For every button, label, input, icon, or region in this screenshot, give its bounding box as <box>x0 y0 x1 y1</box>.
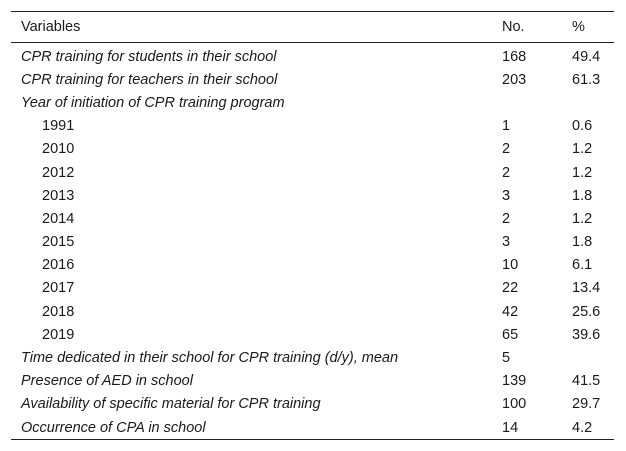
row-pct: 13.4 <box>572 280 601 297</box>
row-no: 42 <box>502 303 519 320</box>
header-pct: % <box>572 12 614 43</box>
row-pct <box>572 91 614 114</box>
row-pct: 1.8 <box>572 234 593 251</box>
table-row <box>11 370 614 393</box>
table-row <box>11 43 614 69</box>
row-pct: 4.2 <box>572 419 593 436</box>
row-pct: 49.4 <box>572 48 601 65</box>
row-pct: 25.6 <box>572 303 601 320</box>
row-no: 1 <box>502 118 511 135</box>
row-no: 139 <box>502 373 527 390</box>
row-no: 14 <box>502 419 519 436</box>
header-no: No. <box>502 12 572 43</box>
row-label: Year of initiation of CPR training program <box>21 94 285 111</box>
header-variables: Variables <box>11 12 502 43</box>
table-row <box>11 393 614 416</box>
header-row <box>11 12 614 43</box>
table-row <box>11 300 614 323</box>
row-label: 1991 <box>42 118 75 135</box>
row-pct <box>572 346 614 369</box>
row-pct: 39.6 <box>572 326 601 343</box>
table-header <box>11 12 614 43</box>
table-row <box>11 91 614 114</box>
row-label: 2010 <box>42 141 75 158</box>
row-pct: 6.1 <box>572 257 593 274</box>
row-no: 100 <box>502 396 527 413</box>
row-no: 65 <box>502 326 519 343</box>
row-no: 2 <box>502 141 511 158</box>
data-table-container <box>11 11 614 440</box>
row-no: 3 <box>502 187 511 204</box>
table-row <box>11 323 614 346</box>
row-pct: 61.3 <box>572 71 601 88</box>
row-label: CPR training for students in their school <box>21 48 277 65</box>
row-no <box>502 91 572 114</box>
row-label: 2012 <box>42 164 75 181</box>
row-label: Occurrence of CPA in school <box>21 419 206 436</box>
table-row <box>11 68 614 91</box>
table-row <box>11 207 614 230</box>
row-pct: 41.5 <box>572 373 601 390</box>
row-no: 10 <box>502 257 519 274</box>
row-no: 5 <box>502 350 511 367</box>
row-label: 2014 <box>42 210 75 227</box>
row-no: 2 <box>502 164 511 181</box>
table-row <box>11 416 614 439</box>
table-row <box>11 161 614 184</box>
row-label: 2016 <box>42 257 75 274</box>
row-no: 203 <box>502 71 527 88</box>
row-label: Presence of AED in school <box>21 373 193 390</box>
row-no: 22 <box>502 280 519 297</box>
row-no: 2 <box>502 210 511 227</box>
row-pct: 1.2 <box>572 141 593 158</box>
row-no: 168 <box>502 48 527 65</box>
table-row <box>11 184 614 207</box>
row-label: CPR training for teachers in their school <box>21 71 278 88</box>
table-row <box>11 115 614 138</box>
row-pct: 0.6 <box>572 118 593 135</box>
table-row <box>11 231 614 254</box>
row-pct: 29.7 <box>572 396 601 413</box>
table-row <box>11 138 614 161</box>
row-label: 2015 <box>42 234 75 251</box>
row-label: 2013 <box>42 187 75 204</box>
row-label: 2018 <box>42 303 75 320</box>
table-row <box>11 346 614 369</box>
row-label: Availability of specific material for CPR training <box>21 396 321 413</box>
table-row <box>11 277 614 300</box>
row-pct: 1.8 <box>572 187 593 204</box>
cpr-training-table <box>11 12 614 439</box>
table-row <box>11 254 614 277</box>
row-pct: 1.2 <box>572 164 593 181</box>
table-body <box>11 43 614 440</box>
row-label: 2017 <box>42 280 75 297</box>
row-label: Time dedicated in their school for CPR training (d/y), mean <box>21 350 399 367</box>
row-no: 3 <box>502 234 511 251</box>
row-pct: 1.2 <box>572 210 593 227</box>
row-label: 2019 <box>42 326 75 343</box>
